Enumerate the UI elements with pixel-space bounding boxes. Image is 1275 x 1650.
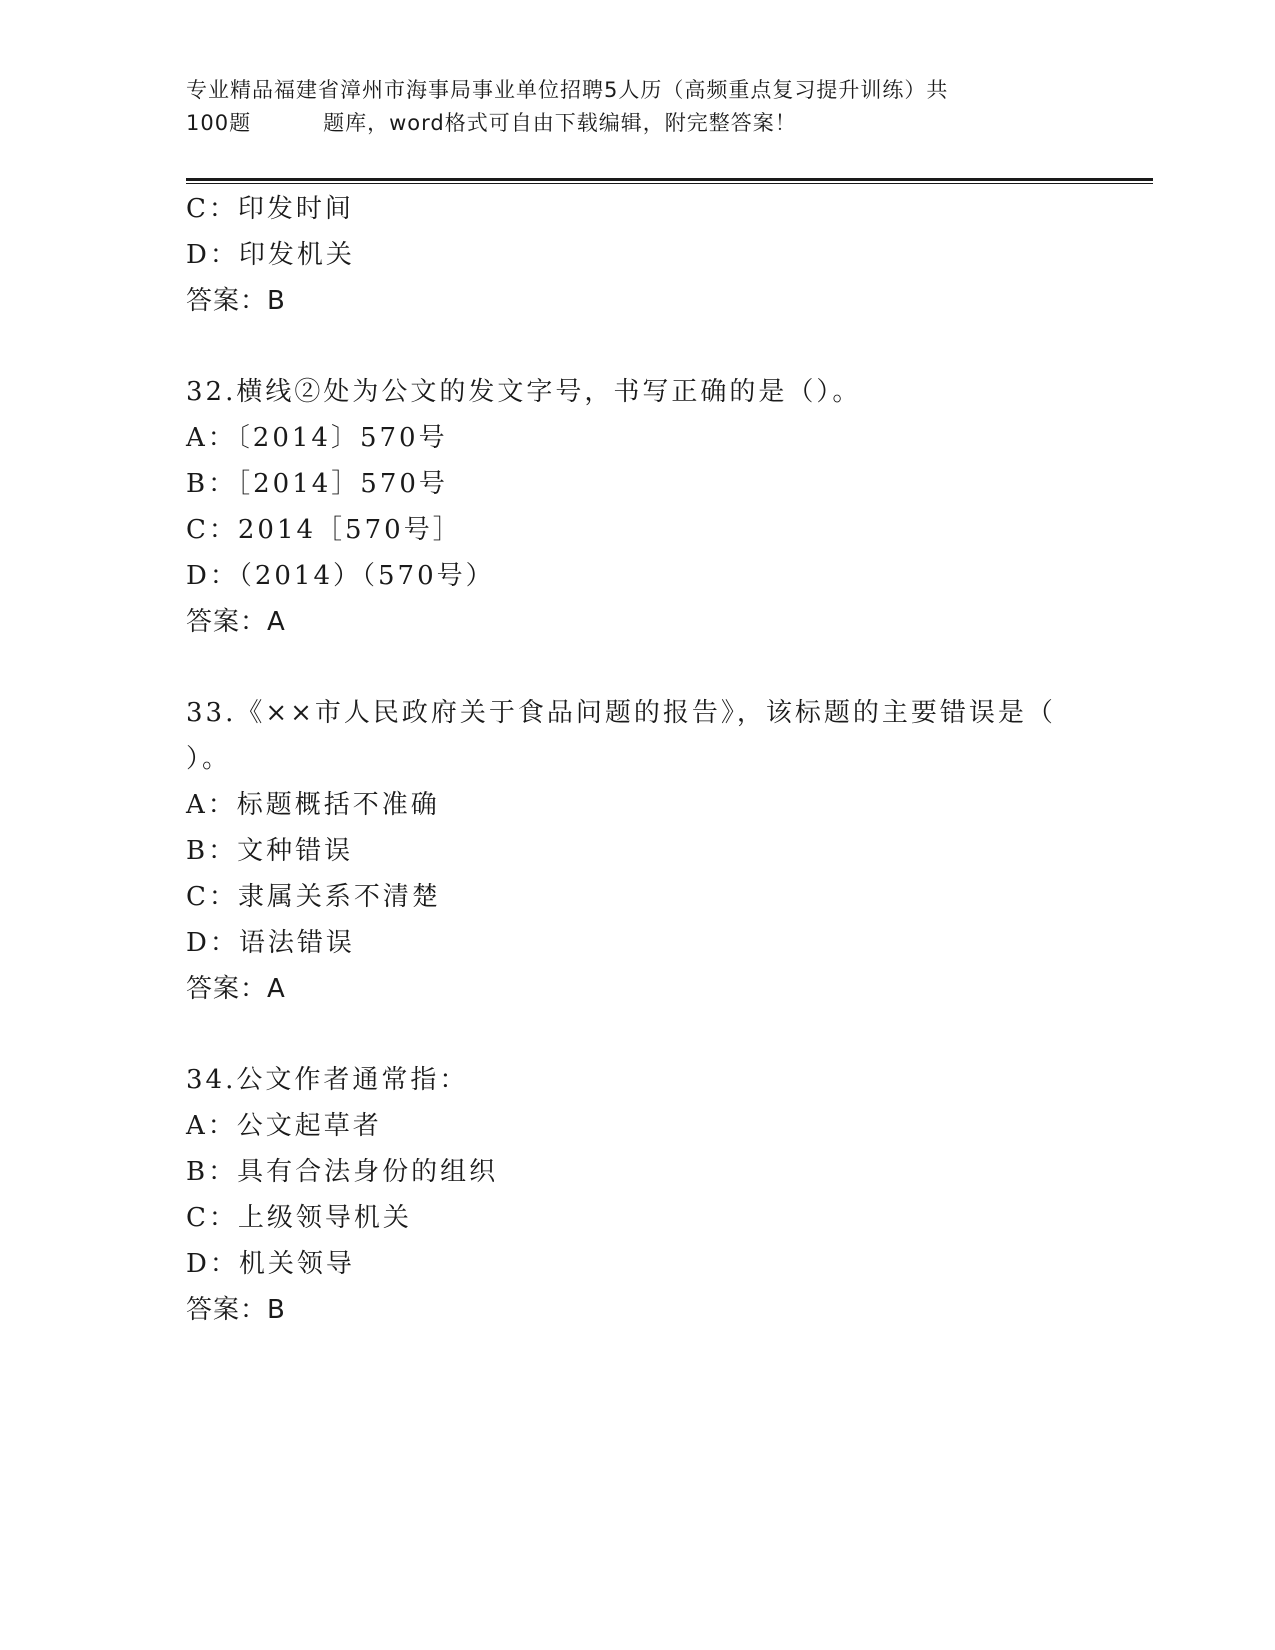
question-34 [186, 1057, 1086, 1333]
option-c: C：隶属关系不清楚 [186, 882, 441, 912]
answer: 答案：A [186, 974, 286, 1004]
option-a: A：〔2014〕570号 [186, 423, 448, 453]
question-stem: 33.《××市人民政府关于食品问题的报告》，该标题的主要错误是（ [186, 698, 1056, 728]
option-d: D：语法错误 [186, 928, 355, 958]
option-c: C：印发时间 [186, 194, 354, 224]
question-32 [186, 369, 1086, 645]
option-a: A：公文起草者 [186, 1111, 382, 1141]
option-d: D：机关领导 [186, 1249, 355, 1279]
option-c: C：上级领导机关 [186, 1203, 412, 1233]
page-header [186, 74, 1086, 140]
header-subtitle: 题库，word格式可自由下载编辑，附完整答案！ [323, 111, 797, 135]
question-stem-continued: ）。 [186, 744, 232, 774]
header-divider-thick [186, 178, 1153, 181]
answer: 答案：A [186, 607, 286, 637]
option-b: B：具有合法身份的组织 [186, 1157, 499, 1187]
answer: 答案：B [186, 1295, 286, 1325]
header-count: 100题 [186, 111, 252, 135]
option-b: B：［2014］570号 [186, 469, 448, 499]
answer: 答案：B [186, 286, 286, 316]
question-stem: 32.横线②处为公文的发文字号，书写正确的是（）。 [186, 377, 862, 407]
option-a: A：标题概括不准确 [186, 790, 440, 820]
option-b: B：文种错误 [186, 836, 354, 866]
header-title-line-1: 专业精品福建省漳州市海事局事业单位招聘5人历（高频重点复习提升训练）共 [186, 78, 949, 102]
question-stem: 34.公文作者通常指： [186, 1065, 469, 1095]
option-d: D：印发机关 [186, 240, 355, 270]
question-31-continued [186, 186, 1086, 324]
option-d: D：（2014）（570号） [186, 561, 495, 591]
question-content [186, 186, 1086, 1333]
question-33 [186, 690, 1086, 1012]
header-title-line-2 [186, 107, 1086, 140]
header-divider-thin [186, 183, 1153, 184]
option-c: C：2014［570号］ [186, 515, 462, 545]
